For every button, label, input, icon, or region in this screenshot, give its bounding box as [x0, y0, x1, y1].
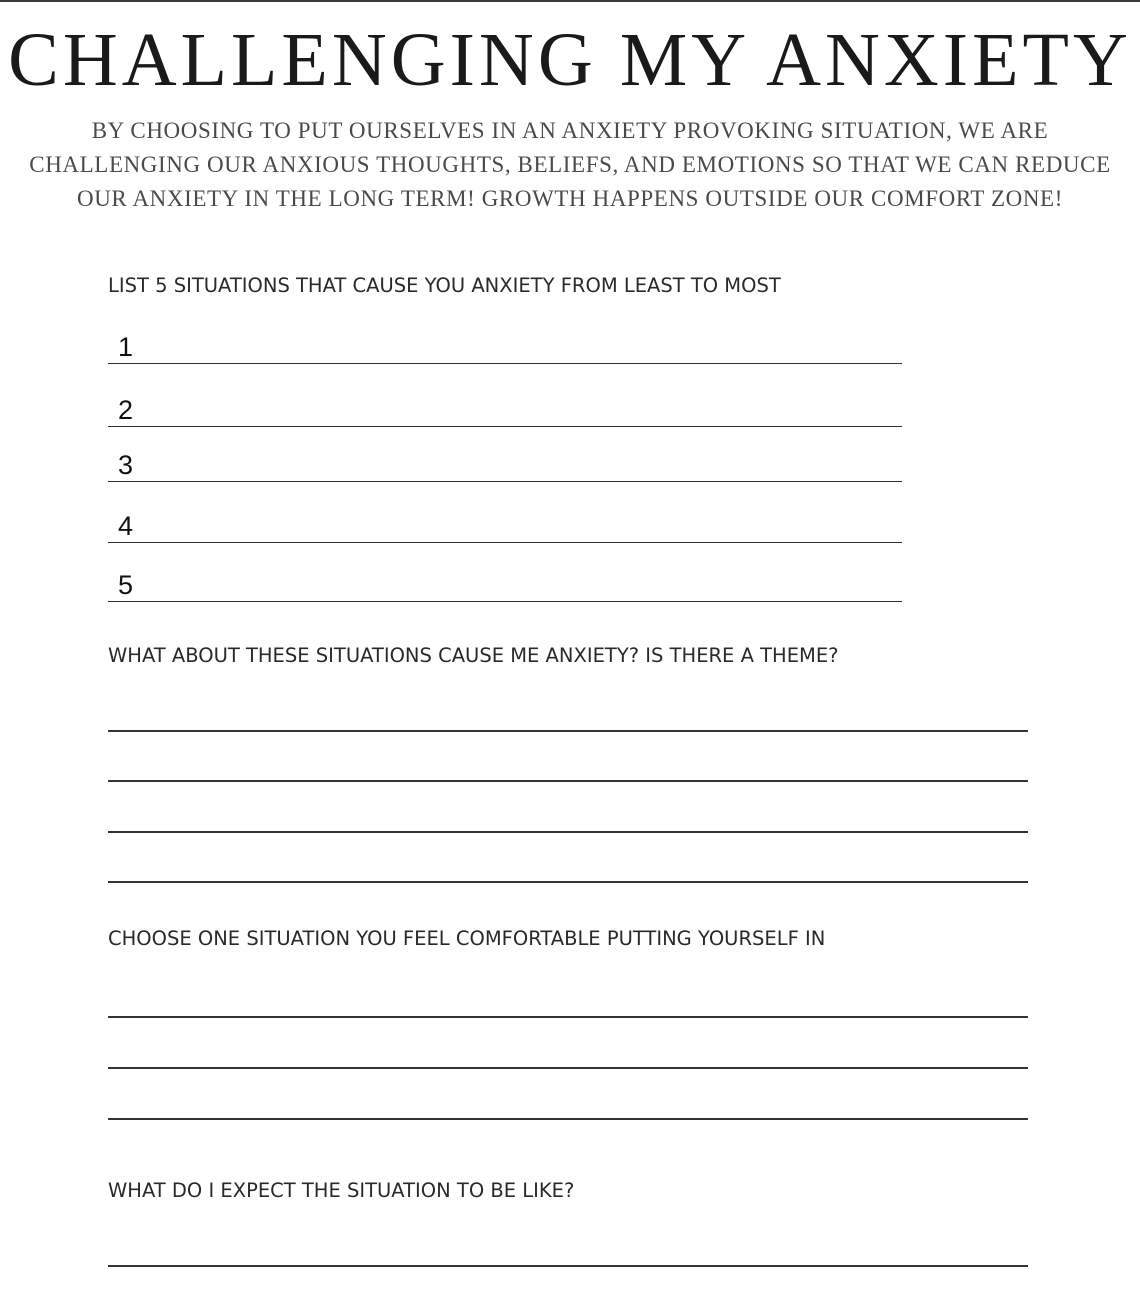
writing-line	[108, 601, 902, 603]
expect-answer-line-1[interactable]	[108, 1265, 1028, 1267]
situation-number: 3	[118, 450, 134, 480]
writing-line	[108, 542, 902, 544]
situation-entry-4[interactable]	[108, 509, 902, 543]
expect-heading: WHAT DO I EXPECT THE SITUATION TO BE LIKE?	[108, 1179, 575, 1202]
intro-text	[10, 114, 1130, 216]
situation-number: 4	[118, 511, 134, 541]
situation-entry-5[interactable]	[108, 568, 902, 602]
writing-line	[108, 426, 902, 428]
situation-number: 5	[118, 570, 134, 600]
theme-answer-line-4[interactable]	[108, 881, 1028, 883]
situation-entry-1[interactable]	[108, 330, 902, 364]
intro-line-1: BY CHOOSING TO PUT OURSELVES IN AN ANXIETY PROVOKING SITUATION, WE ARE	[91, 118, 1049, 143]
top-border	[0, 0, 1140, 2]
choose-answer-line-1[interactable]	[108, 1016, 1028, 1018]
theme-answer-line-3[interactable]	[108, 831, 1028, 833]
choose-answer-line-2[interactable]	[108, 1067, 1028, 1069]
situations-heading: LIST 5 SITUATIONS THAT CAUSE YOU ANXIETY FROM LEAST TO MOST	[108, 274, 781, 297]
situation-entry-3[interactable]	[108, 448, 902, 482]
writing-line	[108, 481, 902, 483]
theme-heading: WHAT ABOUT THESE SITUATIONS CAUSE ME ANXIETY? IS THERE A THEME?	[108, 644, 839, 667]
situation-number: 1	[118, 332, 134, 362]
situation-entry-2[interactable]	[108, 393, 902, 427]
situation-number: 2	[118, 395, 134, 425]
theme-answer-line-2[interactable]	[108, 780, 1028, 782]
intro-line-3: OUR ANXIETY IN THE LONG TERM! GROWTH HAPPENS OUTSIDE OUR COMFORT ZONE!	[77, 186, 1063, 211]
worksheet-title: CHALLENGING MY ANXIETY	[8, 18, 1132, 102]
choose-answer-line-3[interactable]	[108, 1118, 1028, 1120]
theme-answer-line-1[interactable]	[108, 730, 1028, 732]
intro-line-2: CHALLENGING OUR ANXIOUS THOUGHTS, BELIEFS, AND EMOTIONS SO THAT WE CAN REDUCE	[29, 152, 1111, 177]
choose-heading: CHOOSE ONE SITUATION YOU FEEL COMFORTABLE PUTTING YOURSELF IN	[108, 927, 826, 950]
writing-line	[108, 363, 902, 365]
